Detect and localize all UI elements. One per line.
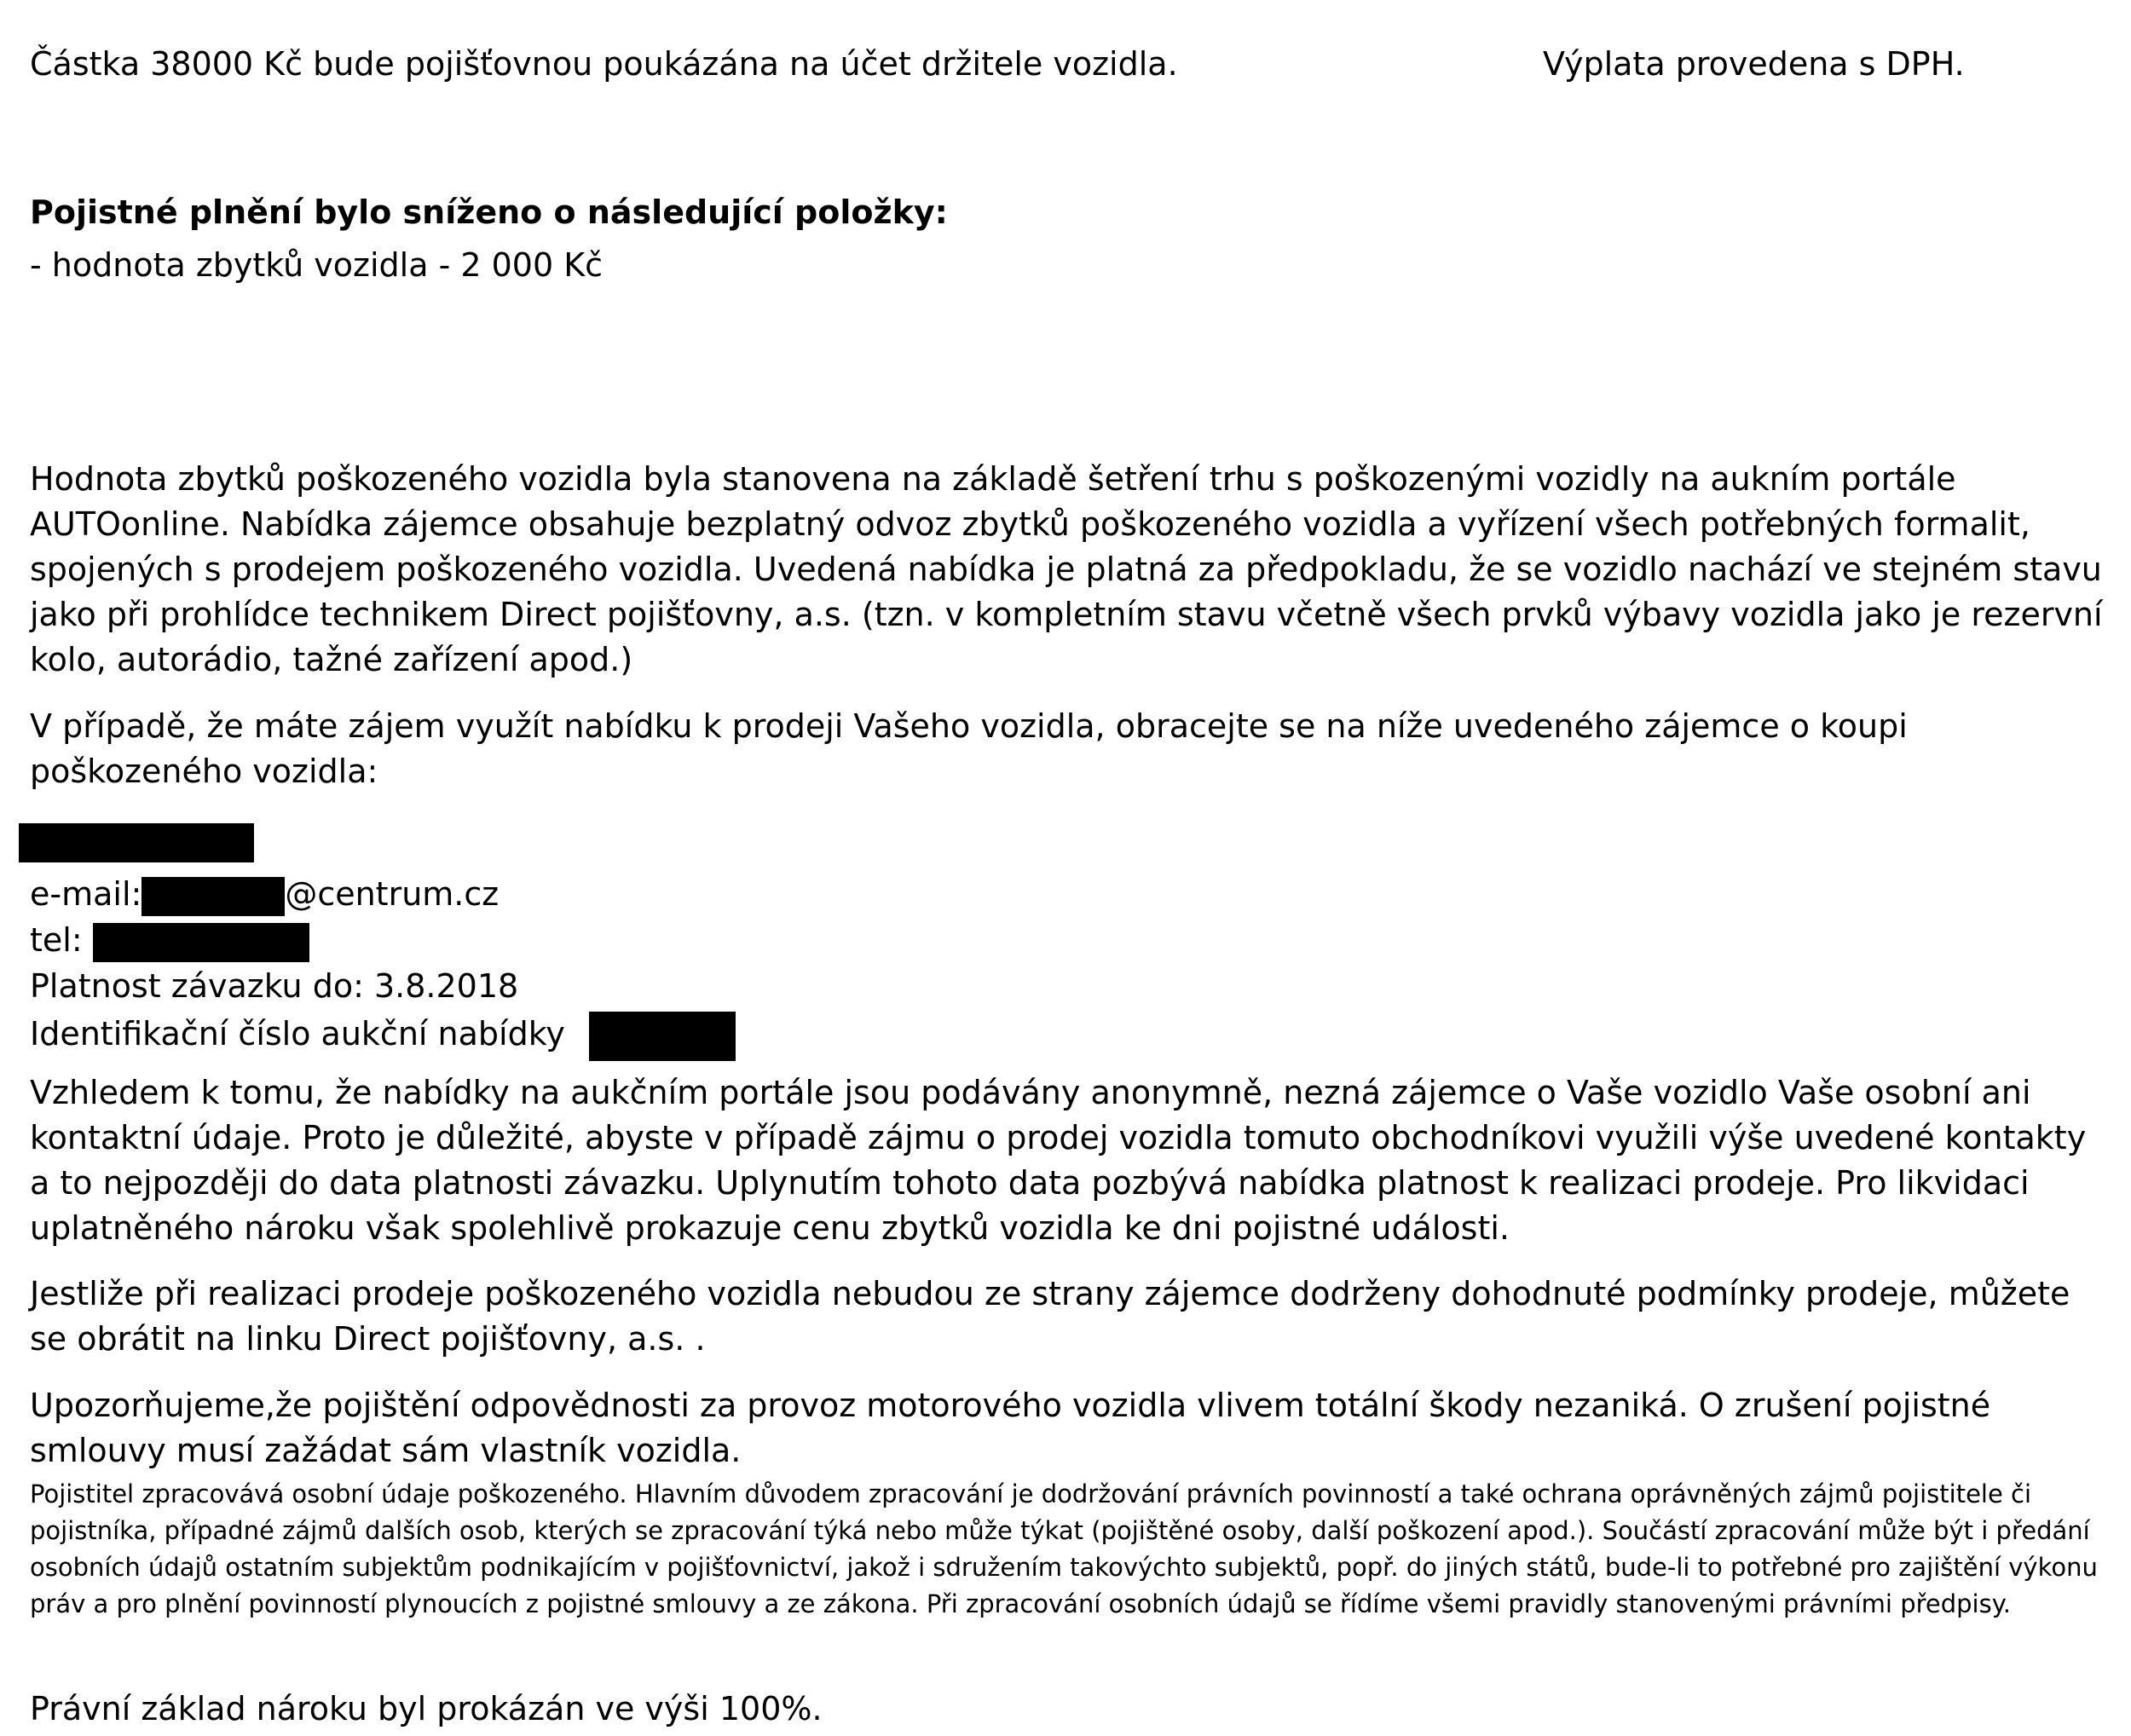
- payout-amount-line: Částka 38000 Kč bude pojišťovnou poukázána na účet držitele vozidla.: [30, 45, 1178, 83]
- auction-id-label: Identifikační číslo aukční nabídky: [30, 1015, 565, 1053]
- anonymous-offer-notice: Vzhledem k tomu, že nabídky na aukčním portále jsou podávány anonymně, nezná zájemce o Vaše vozidlo Vaše osobní ani kontaktní údaje. Proto je důležité, abyste v případě zájmu o prodej vozidla tomuto obchodníkovi využili výše uvedené kontakty a to nejpozději do data platnosti závazku. Uplynutím tohoto data pozbývá nabídka platnost k realizaci prodeje. Pro likvidaci uplatněného nároku však spolehlivě prokazuje cenu zbytků vozidla ke dni pojistné události.: [30, 1074, 2087, 1247]
- email-domain: @centrum.cz: [285, 875, 500, 913]
- valuation-paragraph: Hodnota zbytků poškozeného vozidla byla stanovena na základě šetření trhu s poškozenými vozidly na aukním portále AUTOonline. Nabídka zájemce obsahuje bezplatný odvoz zbytků poškozeného vozidla a vyřízení všech potřebných formalit, spojených s prodejem poškozeného vozidla. Uvedená nabídka je platná za předpokladu, že se vozidlo nachází ve stejném stavu jako při prohlídce technikem Direct pojišťovny, a.s. (tzn. v kompletním stavu včetně všech prvků výbavy vozidla jako je rezervní kolo, autorádio, tažné zařízení apod.): [30, 460, 2103, 678]
- redacted-buyer-name: [19, 823, 254, 862]
- redacted-email-user: [141, 877, 285, 916]
- email-label: e-mail:: [30, 875, 142, 913]
- reduction-heading: Pojistné plnění bylo sníženo o následující položky:: [30, 193, 948, 231]
- gdpr-small-print: Pojistitel zpracovává osobní údaje poškozeného. Hlavním důvodem zpracování je dodržování právních povinností a také ochrana oprávněných zájmů pojistitele či pojistníka, případné zájmů dalších osob, kterých se zpracování týká nebo může týkat (pojištěné osoby, další poškození apod.). Součástí zpracování může být i předání osobních údajů ostatním subjektům podnikajícím v pojišťovnictví, jakož i sdružením takovýchto subjektů, popř. do jiných států, bude-li to potřebné pro zajištění výkonu práv a pro plnění povinností plynoucích z pojistné smlouvy a ze zákona. Při zpracování osobních údajů se řídíme všemi pravidly stanovenými právními předpisy.: [30, 1479, 2098, 1618]
- liability-notice: Upozorňujeme,že pojištění odpovědnosti za provoz motorového vozidla vlivem totální škody nezaniká. O zrušení pojistné smlouvy musí zažádat sám vlastník vozidla.: [30, 1387, 1991, 1469]
- contact-tel-row: [30, 917, 309, 963]
- offer-validity: Platnost závazku do: 3.8.2018: [30, 967, 519, 1005]
- payout-vat-line: Výplata provedena s DPH.: [1543, 45, 1965, 83]
- auction-id-row: [30, 1011, 736, 1061]
- contact-email-row: [30, 871, 499, 917]
- interest-paragraph: V případě, že máte zájem využít nabídku k prodeji Vašeho vozidla, obracejte se na níže uvedeného zájemce o koupi poškozeného vozidla:: [30, 707, 1908, 790]
- breach-notice: Jestliže při realizaci prodeje poškozeného vozidla nebudou ze strany zájemce dodrženy dohodnuté podmínky prodeje, můžete se obrátit na linku Direct pojišťovny, a.s. .: [30, 1275, 2070, 1358]
- tel-label: tel:: [30, 921, 83, 959]
- reduction-item: - hodnota zbytků vozidla - 2 000 Kč: [30, 246, 603, 284]
- redacted-phone: [93, 923, 309, 962]
- legal-basis-line: Právní základ nároku byl prokázán ve výši 100%.: [30, 1690, 823, 1727]
- redacted-auction-id: [589, 1012, 736, 1061]
